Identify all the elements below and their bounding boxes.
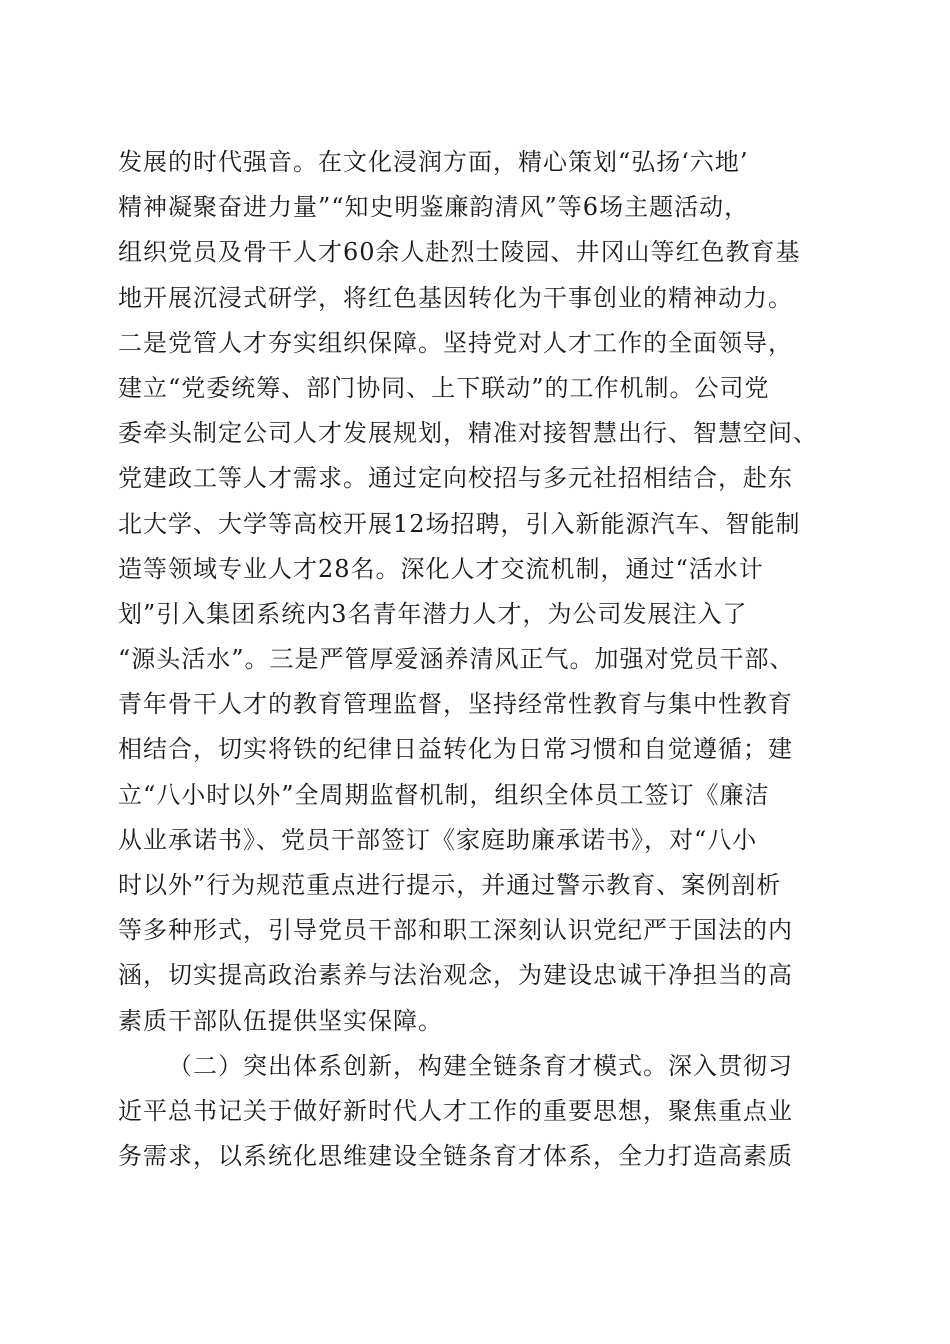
text-line: 时以外”行为规范重点进行提示，并通过警示教育、案例剖析 — [118, 871, 782, 899]
body-text — [118, 140, 838, 1179]
text-line: 划”引入集团系统内3名青年潜力人才，为公司发展注入了 — [118, 599, 748, 628]
text-line: 务需求，以系统化思维建设全链条育才体系，全力打造高素质 — [118, 1142, 793, 1171]
text-line: 素质干部队伍提供坚实保障。 — [118, 1006, 443, 1035]
text-line: “源头活水”。三是严管厚爱涵养清风正气。加强对党员干部、 — [118, 645, 795, 674]
text-line: 地开展沉浸式研学，将红色基因转化为干事创业的精神动力。 — [118, 283, 793, 312]
text-line: 从业承诺书》、党员干部签订《家庭助廉承诺书》，对“八小 — [118, 825, 758, 854]
text-line: 青年骨干人才的教育管理监督，坚持经常性教育与集中性教育 — [118, 690, 793, 719]
text-line: 相结合，切实将铁的纪律日益转化为日常习惯和自觉遵循；建 — [118, 735, 793, 764]
text-line: 精神凝聚奋进力量”“知史明鉴廉韵清风”等6场主题活动， — [118, 193, 750, 222]
section-heading-line: （二）突出体系创新，构建全链条育才模式。深入贯彻习 — [168, 1051, 793, 1080]
text-line: 发展的时代强音。在文化浸润方面，精心策划“弘扬‘六地’ — [118, 148, 749, 176]
text-line: 二是党管人才夯实组织保障。坚持党对人才工作的全面领导， — [118, 328, 793, 357]
text-line: 近平总书记关于做好新时代人才工作的重要思想，聚焦重点业 — [118, 1096, 793, 1125]
text-line: 北大学、大学等高校开展12场招聘，引入新能源汽车、智能制 — [118, 509, 801, 538]
text-line: 建立“党委统筹、部门协同、上下联动”的工作机制。公司党 — [118, 373, 770, 402]
text-line: 组织党员及骨干人才60余人赴烈士陵园、井冈山等红色教育基 — [118, 238, 801, 267]
text-line: 党建政工等人才需求。通过定向校招与多元社招相结合，赴东 — [118, 464, 793, 493]
text-line: 委牵头制定公司人才发展规划，精准对接智慧出行、智慧空间、 — [118, 419, 818, 448]
text-line: 等多种形式，引导党员干部和职工深刻认识党纪严于国法的内 — [118, 916, 793, 945]
text-line: 涵，切实提高政治素养与法治观念，为建设忠诚干净担当的高 — [118, 961, 793, 990]
text-line: 立“八小时以外”全周期监督机制，组织全体员工签订《廉洁 — [118, 780, 770, 809]
text-line: 造等领域专业人才28名。深化人才交流机制，通过“活水计 — [118, 554, 764, 583]
